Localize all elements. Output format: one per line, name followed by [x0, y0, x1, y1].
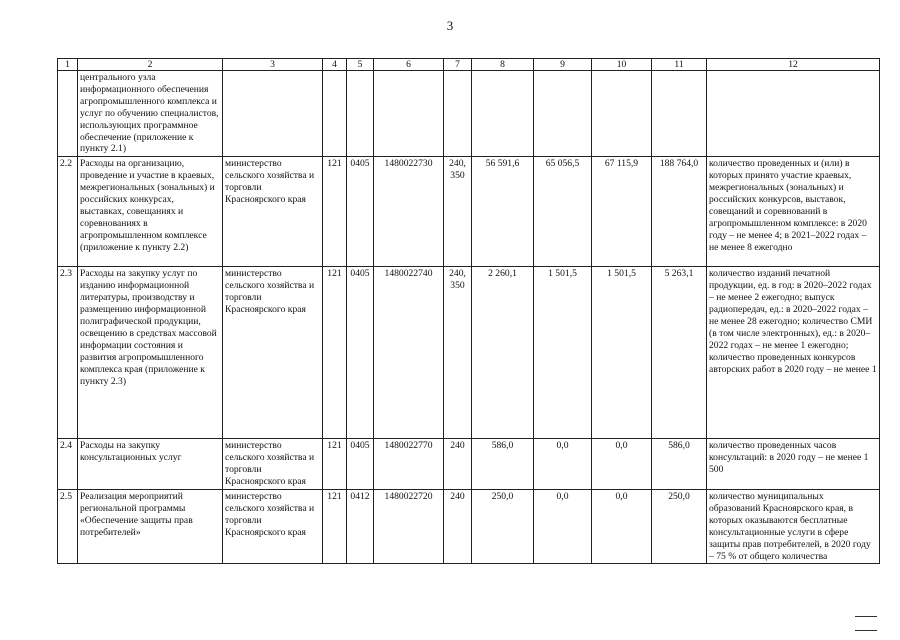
row-grbs: 121 [323, 157, 347, 267]
col-header: 5 [347, 59, 374, 71]
row-description: Расходы на закупку услуг по изданию информационной литературы, производству и размещению информационной полиграфической продукции, освещению в средствах массовой информации состояния и развития агропромышленного комплекса края (приложение к пункту 2.3) [78, 267, 223, 439]
row-number: 2.3 [58, 267, 78, 439]
row-vr: 240, 350 [444, 267, 472, 439]
col-header: 10 [592, 59, 652, 71]
row-executor: министерство сельского хозяйства и торговли Красноярского края [223, 267, 323, 439]
row-total: 586,0 [652, 439, 707, 490]
table-row-continuation [58, 71, 880, 157]
col-header: 1 [58, 59, 78, 71]
row-2022: 0,0 [592, 489, 652, 563]
row-result: количество проведенных часов консультаций: в 2020 году – не менее 1 500 [707, 439, 880, 490]
table-row [58, 489, 880, 563]
row-description: центрального узла информационного обеспечения агропромышленного комплекса и услуг по обучению специалистов, использующих программное обеспечение (приложение к пункту 2.1) [78, 71, 223, 157]
row-csr: 1480022770 [374, 439, 444, 490]
row-executor: министерство сельского хозяйства и торговли Красноярского края [223, 489, 323, 563]
row-result: количество изданий печатной продукции, ед. в год: в 2020–2022 годах – не менее 2 ежегодно; выпуск радиопередач, ед.: в 2020–2022 годах – не менее 28 ежегодно; количество СМИ (в том числе электронных), ед.: в 2020–2022 годах – не менее 1 ежегодно; количество проведенных конкурсов авторских работ в 2020 году – не менее 1 [707, 267, 880, 439]
col-header: 2 [78, 59, 223, 71]
row-executor: министерство сельского хозяйства и торговли Красноярского края [223, 157, 323, 267]
row-grbs: 121 [323, 267, 347, 439]
table-row [58, 267, 880, 439]
row-rzpr: 0412 [347, 489, 374, 563]
col-header: 4 [323, 59, 347, 71]
row-2020: 56 591,6 [472, 157, 534, 267]
row-grbs: 121 [323, 489, 347, 563]
row-2020: 2 260,1 [472, 267, 534, 439]
row-csr: 1480022730 [374, 157, 444, 267]
col-header: 12 [707, 59, 880, 71]
row-2021: 0,0 [534, 439, 592, 490]
row-rzpr: 0405 [347, 267, 374, 439]
row-2022: 1 501,5 [592, 267, 652, 439]
row-vr: 240, 350 [444, 157, 472, 267]
row-2021: 65 056,5 [534, 157, 592, 267]
row-vr: 240 [444, 439, 472, 490]
program-table [57, 58, 880, 564]
row-2022: 67 115,9 [592, 157, 652, 267]
row-description: Реализация мероприятий региональной программы «Обеспечение защиты прав потребителей» [78, 489, 223, 563]
row-vr: 240 [444, 489, 472, 563]
row-number: 2.4 [58, 439, 78, 490]
row-result: количество проведенных и (или) в которых принято участие краевых, межрегиональных (зональных) и российских конкурсов, выставок, совещаний и соревнований в агропромышленном комплексе: в 2020 году – не менее 4; в 2021–2022 годах – не менее 8 ежегодно [707, 157, 880, 267]
row-grbs: 121 [323, 439, 347, 490]
row-rzpr: 0405 [347, 439, 374, 490]
row-2021: 0,0 [534, 489, 592, 563]
page-number: 3 [446, 18, 454, 33]
row-2022: 0,0 [592, 439, 652, 490]
row-total: 5 263,1 [652, 267, 707, 439]
table-row [58, 157, 880, 267]
row-number: 2.2 [58, 157, 78, 267]
col-header: 11 [652, 59, 707, 71]
row-total: 250,0 [652, 489, 707, 563]
row-2020: 586,0 [472, 439, 534, 490]
scan-artifact [855, 616, 877, 617]
row-csr: 1480022720 [374, 489, 444, 563]
row-result: количество муниципальных образований Красноярского края, в которых оказываются бесплатные консультационные услуги в сфере защиты прав потребителей, в 2020 году – 75 % от общего количества [707, 489, 880, 563]
row-executor: министерство сельского хозяйства и торговли Красноярского края [223, 439, 323, 490]
col-header: 9 [534, 59, 592, 71]
col-header: 8 [472, 59, 534, 71]
row-rzpr: 0405 [347, 157, 374, 267]
row-number: 2.5 [58, 489, 78, 563]
row-total: 188 764,0 [652, 157, 707, 267]
row-description: Расходы на закупку консультационных услуг [78, 439, 223, 490]
col-header: 3 [223, 59, 323, 71]
row-description: Расходы на организацию, проведение и участие в краевых, межрегиональных (зональных) и российских конкурсах, выставках, совещаниях и соревнованиях в агропромышленном комплексе (приложение к пункту 2.2) [78, 157, 223, 267]
col-header: 6 [374, 59, 444, 71]
row-2020: 250,0 [472, 489, 534, 563]
row-csr: 1480022740 [374, 267, 444, 439]
col-header: 7 [444, 59, 472, 71]
table-row [58, 439, 880, 490]
row-2021: 1 501,5 [534, 267, 592, 439]
scan-artifact [855, 630, 877, 631]
header-row [58, 59, 880, 71]
